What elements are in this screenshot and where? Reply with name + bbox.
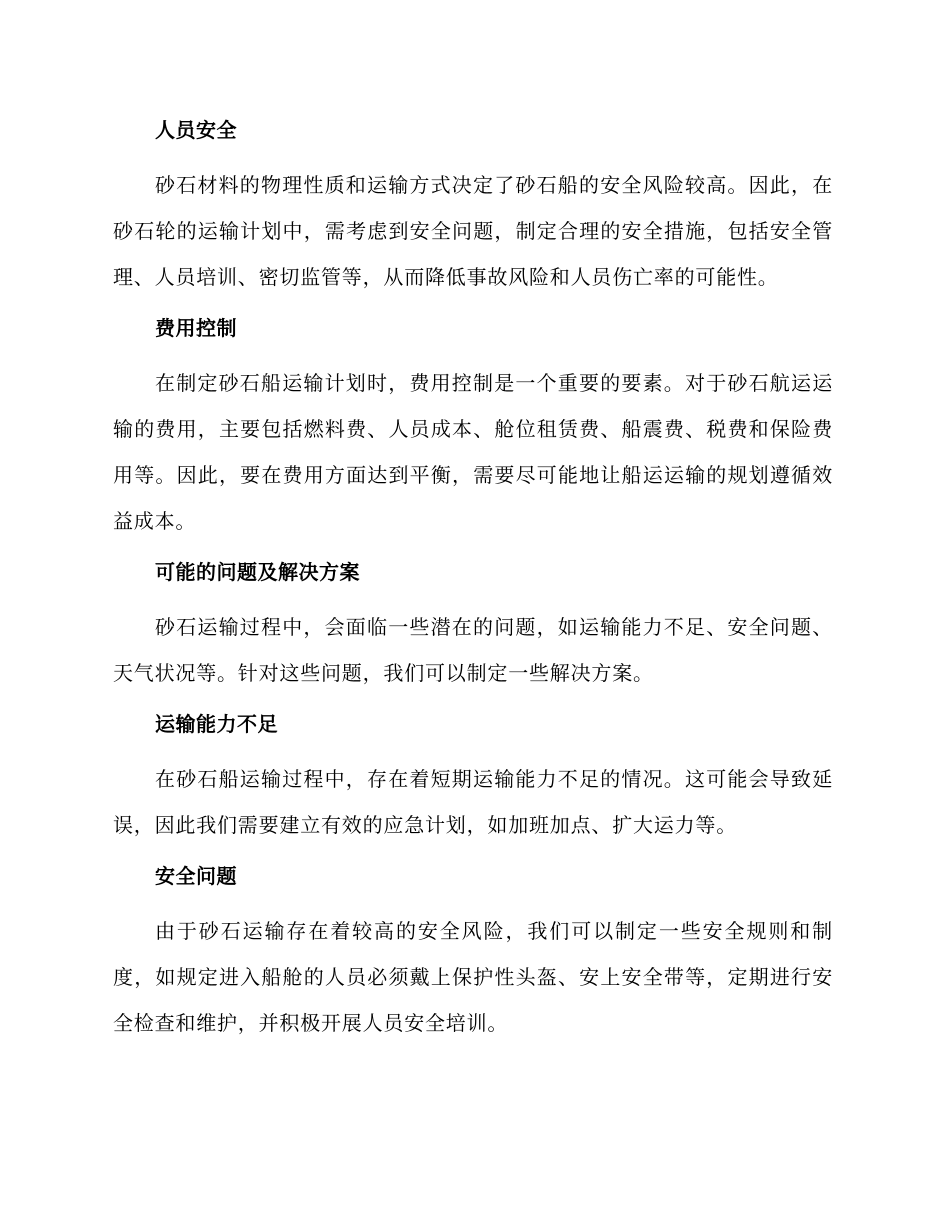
section-paragraph-cost-control: 在制定砂石船运输计划时，费用控制是一个重要的要素。对于砂石航运运输的费用，主要包括燃料费、人员成本、舱位租赁费、船震费、税费和保险费用等。因此，要在费用方面达到平衡，需要尽可能地让船运运输的规划遵循效益成本。 [113, 371, 833, 533]
section-heading-personnel-safety: 人员安全 [155, 118, 237, 142]
section-heading-problems-solutions: 可能的问题及解决方案 [155, 560, 360, 584]
section-heading-safety-issues: 安全问题 [155, 864, 237, 888]
section-paragraph-safety-issues: 由于砂石运输存在着较高的安全风险，我们可以制定一些安全规则和制度，如规定进入船舱的人员必须戴上保护性头盔、安上安全带等，定期进行安全检查和维护，并积极开展人员安全培训。 [113, 919, 833, 1035]
section-heading-cost-control: 费用控制 [155, 316, 237, 340]
section-paragraph-personnel-safety: 砂石材料的物理性质和运输方式决定了砂石船的安全风险较高。因此，在砂石轮的运输计划中，需考虑到安全问题，制定合理的安全措施，包括安全管理、人员培训、密切监管等，从而降低事故风险和人员伤亡率的可能性。 [113, 173, 833, 289]
section-paragraph-insufficient-capacity: 在砂石船运输过程中，存在着短期运输能力不足的情况。这可能会导致延误，因此我们需要建立有效的应急计划，如加班加点、扩大运力等。 [113, 767, 833, 837]
section-paragraph-problems-solutions: 砂石运输过程中，会面临一些潜在的问题，如运输能力不足、安全问题、天气状况等。针对这些问题，我们可以制定一些解决方案。 [113, 615, 833, 685]
section-heading-insufficient-capacity: 运输能力不足 [155, 712, 278, 736]
document-body [113, 112, 833, 1056]
